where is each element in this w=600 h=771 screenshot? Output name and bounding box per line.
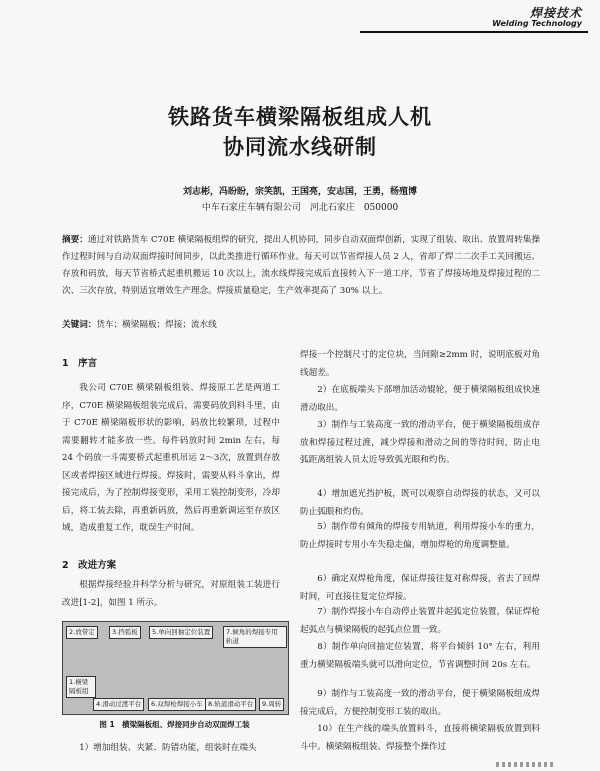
figure-label: 8.轨道滑动平台 (205, 698, 256, 711)
article-title-line1: 铁路货车横梁隔板组成人机 (168, 105, 432, 129)
figure-label: 4.滑动过渡平台 (93, 698, 144, 711)
article-title-line2: 协同流水线研制 (223, 135, 377, 159)
right-col-item: 6）确定双焊枪角度，保证焊接往复对称焊接，省去了回焊时间，可直接往复定位焊接。 (300, 574, 540, 602)
improvement-paragraph: 根据焊接经验并科学分析与研究，对原组装工装进行改进[1-2]，如图 1 所示。 (62, 580, 280, 608)
journal-header-en: Welding Technology (492, 19, 582, 28)
section-heading-intro: 1 序言 (62, 358, 98, 369)
abstract-label: 摘要： (62, 235, 88, 245)
right-col-item: 8）制作单向回抽定位装置，将平台倾斜 10° 左右，利用重力横梁隔板端头就可以滑向定位，节省调整时间 20s 左右。 (300, 642, 540, 670)
figure-label: 1.横梁隔板组 (66, 676, 96, 698)
figure-label: 6.双焊枪焊接小车 (148, 698, 206, 711)
right-col-item: 2）在底板端头下部增加活动辊轮，便于横梁隔板组成快速滑动取出。 (300, 385, 540, 413)
figure-label: 7.倾角的焊接专用轨道 (223, 626, 287, 648)
page-footer-mark (496, 762, 556, 767)
right-col-paragraph: 焊接一个控制尺寸的定位块，当间隙≥2mm 时，说明底板对角线超差。 (300, 350, 540, 378)
journal-header-cn: 焊接技术 (529, 6, 582, 20)
intro-paragraph: 我公司 C70E 横梁隔板组装、焊接原工艺是两道工序，C70E 横梁隔板组装完成后，需要码放到料斗里，由于 C70E 横梁隔板形状的影响，码放比较繁琐，过程中需要翻转才能多放一些。每件码放时间 2min 左右，每 24 个码放一斗需要桥式起重机吊运 2～3次，放置到存放区或者焊接区域进行焊接。焊接时，需要从料斗拿出，焊接完成后，为了控制焊接变形，采用工装控制变形，冷却后，将工装去除，再重新码放，然后再重新调运至存放区域，造成重复工作，耽误生产时间。 (62, 383, 280, 533)
keywords-text: 货车；横梁隔板；焊接；流水线 (96, 320, 217, 330)
figure-1-photo (62, 621, 289, 715)
figure-label: 3.挡弧板 (109, 626, 141, 639)
figure-label: 9.周转 (259, 698, 284, 711)
affiliation: 中车石家庄车辆有限公司 河北石家庄 050000 (201, 203, 399, 213)
section-heading-improvement: 2 改进方案 (62, 560, 117, 571)
keywords (62, 318, 540, 330)
abstract-text: 通过对铁路货车 C70E 横梁隔板组焊的研究，提出人机协同，同步自动双面焊创新，实现了组装、取出、放置周转集操作过程时间与自动双面焊接时间同步，以此类推进行循环作业。每天可以节省焊接人员 2 人，省却了焊二二次手工关回搬运、存放和码放，每天节省桥式起重机搬运 10 次以上，流水线焊接完成后直接转入下一道工序，节省了焊接场地及焊接过程的二次、三次存放，特别适宜增效生产理念。焊接质量稳定，生产效率提高了 30% 以上。 (62, 235, 540, 296)
keywords-label: 关键词： (62, 320, 97, 330)
right-col-item: 5）制作带有倾角的焊接专用轨道，利用焊接小车的重力，防止焊接时专用小车失稳走偏，增加焊枪的角度调整量。 (300, 522, 540, 550)
abstract (62, 232, 540, 300)
header-rule (360, 31, 588, 33)
right-col-item: 4）增加遮光挡护板，既可以观察自动焊接的状态，又可以防止弧眼和灼伤。 (300, 489, 540, 517)
figure-1-caption: 图 1 横梁隔板组、焊接同步自动双面焊工装 (99, 720, 250, 729)
figure-label: 2.放带定 (66, 626, 98, 639)
figure-label: 5.单向回抽定位装置 (149, 626, 213, 639)
right-col-item: 3）制作与工装高度一致的滑动平台，便于横梁隔板组成存放和焊接过程过渡，减少焊接和滑动之间的等待时间，防止电弧距离组装人员太近导致弧光眼和灼伤。 (300, 420, 540, 465)
right-col-item: 10）在生产线的端头放置料斗，直接将横梁隔板放置到料斗中。横梁隔板组装、焊接整个操作过 (300, 724, 540, 752)
right-col-item: 9）制作与工装高度一致的滑动平台，便于横梁隔板组成焊接完成后，方便控制变形工装的取出。 (300, 689, 540, 717)
item-1-paragraph: 1）增加组装、夹紧、防错功能，组装时在端头 (79, 743, 257, 753)
author-list: 刘志彬，冯盼盼，宗笑凯，王国亮，安志国，王勇，杨殖博 (182, 187, 417, 197)
right-col-item: 7）制作焊接小车自动停止装置并起弧定位装置，保证焊枪起弧点与横梁隔板的起弧点位置一致。 (300, 607, 540, 635)
